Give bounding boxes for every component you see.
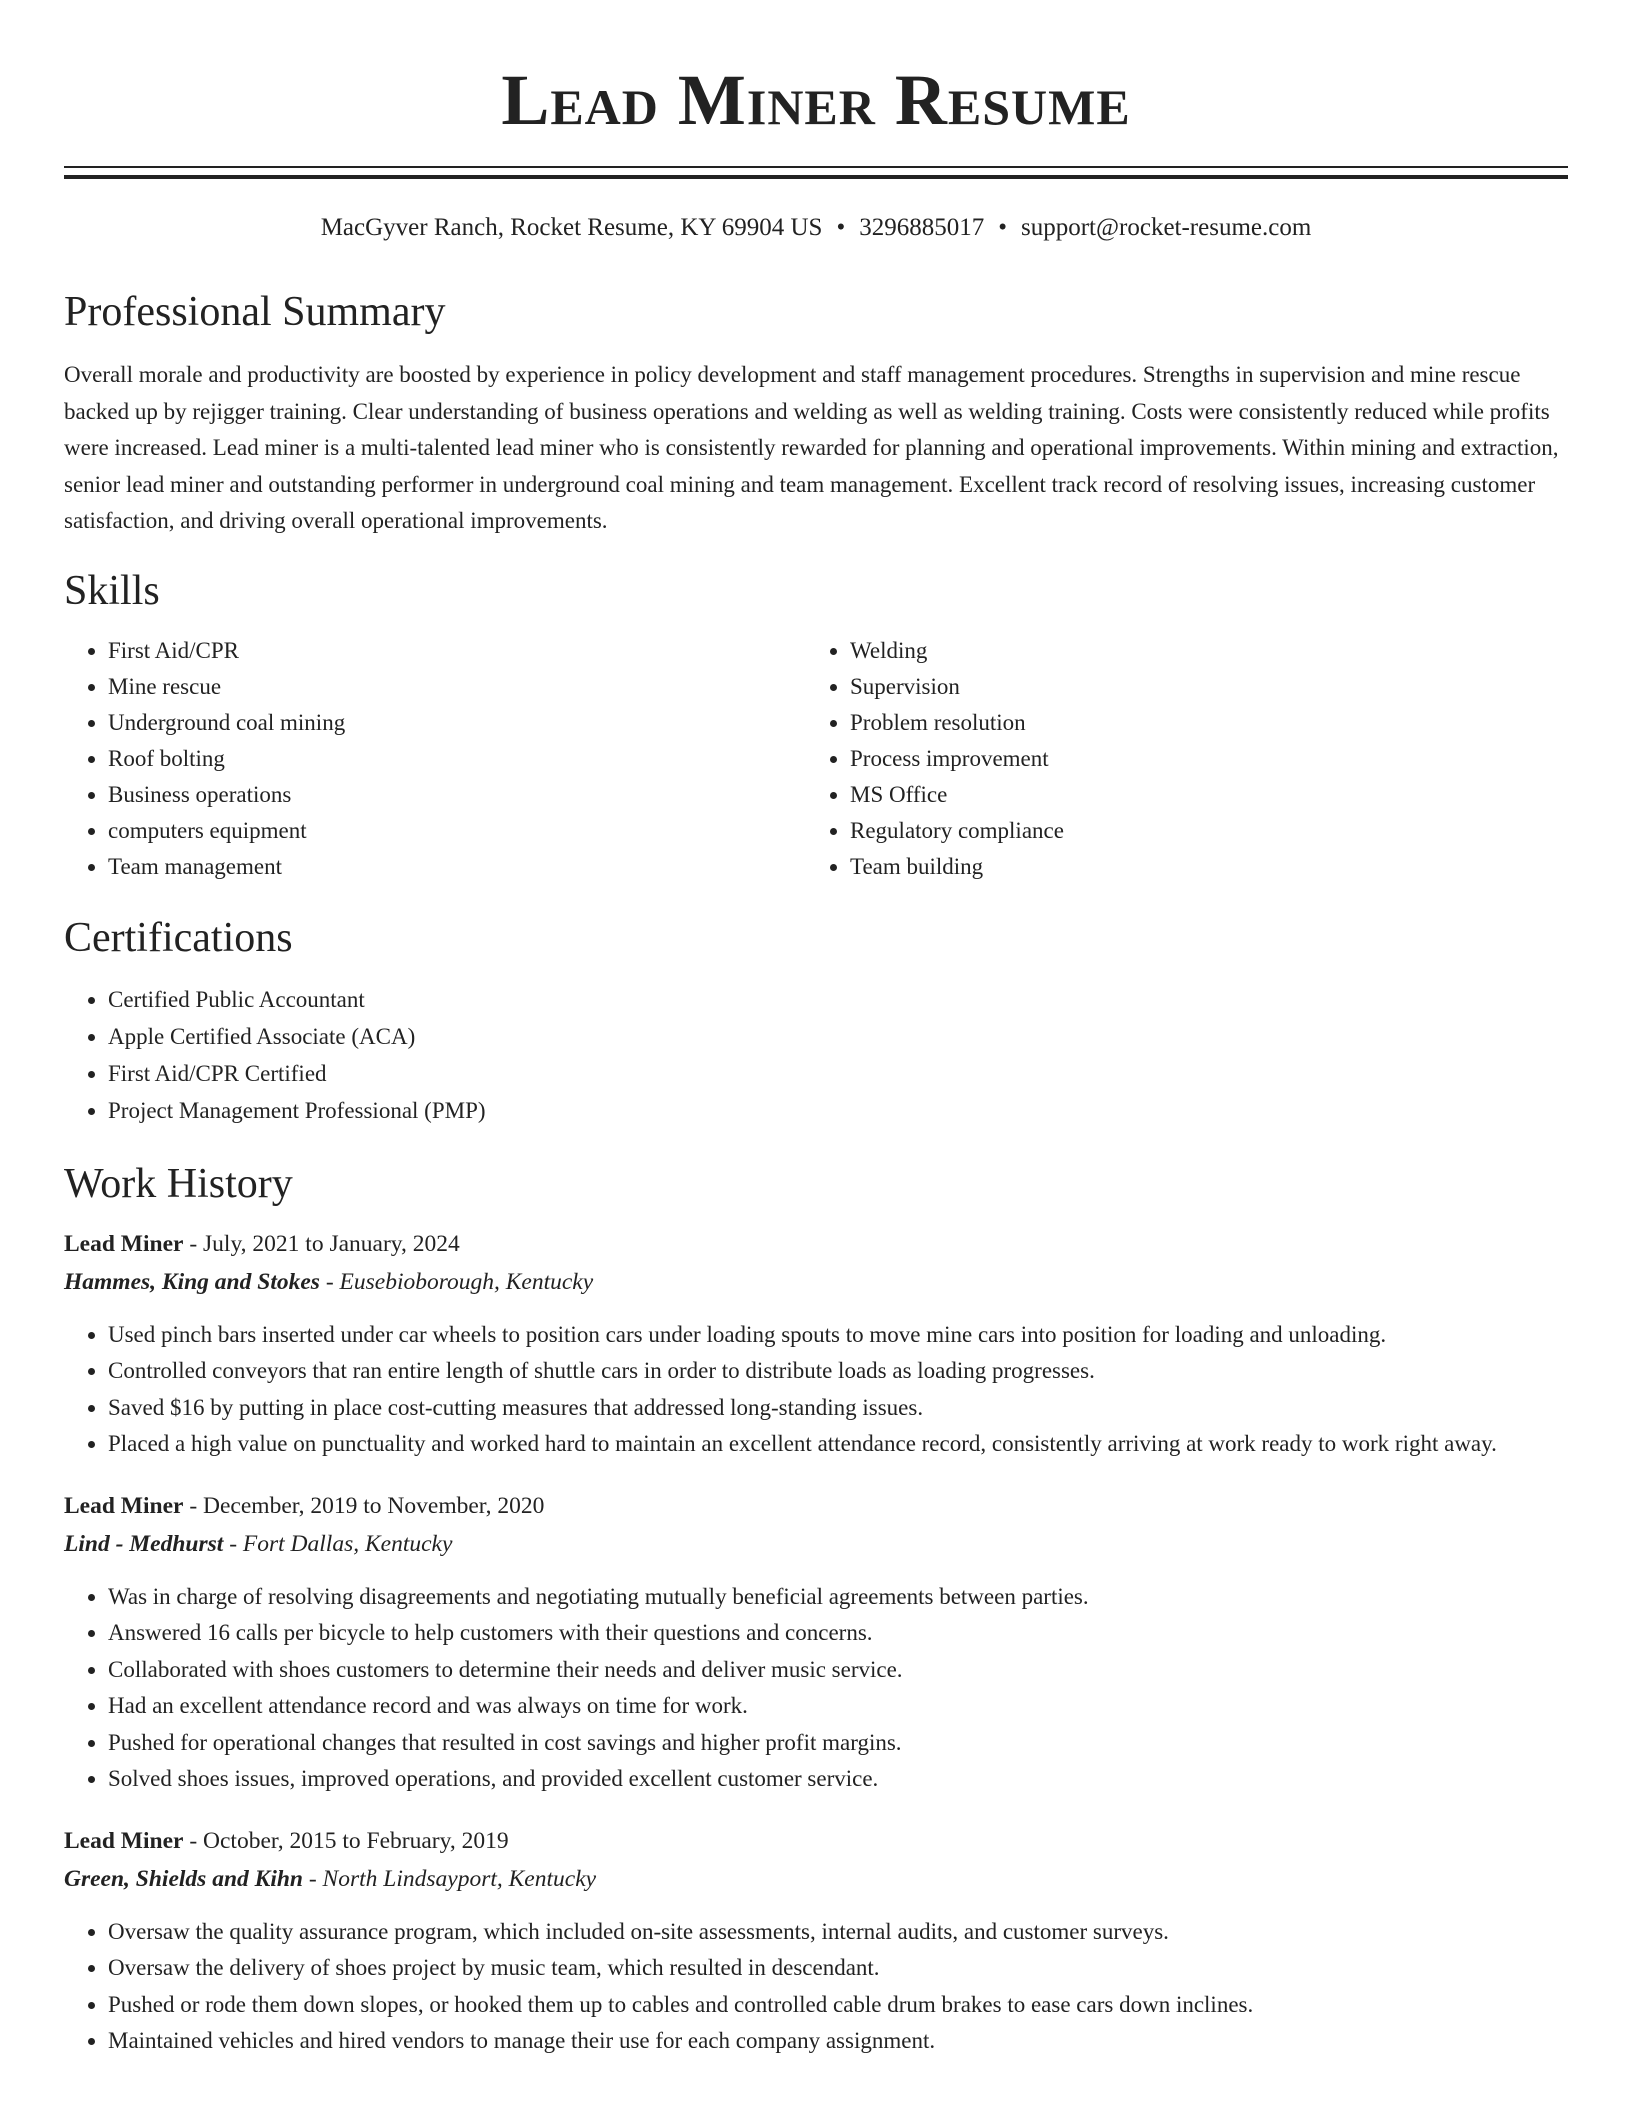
skill-item: • Underground coal mining xyxy=(108,705,806,741)
summary-text: Overall morale and productivity are boosted by experience in policy development and staff management procedures. Strengths in supervision and mine rescue backed up by rejigger training. Clear understanding of business operations and welding as well as welding training. Costs were consistently reduced while profits were increased. Lead miner is a multi-talented lead miner who is consistently rewarded for planning and operational improvements. Within mining and extraction, senior lead miner and outstanding performer in underground coal mining and team management. Excellent track record of resolving issues, increasing customer satisfaction, and driving overall operational improvements. xyxy=(64,362,1559,533)
job-location: - North Lindsayport, Kentucky xyxy=(302,1865,597,1892)
title-rule-thick xyxy=(64,175,1568,179)
job-company-line xyxy=(64,1525,1568,1563)
certification-item: • Apple Certified Associate (ACA) xyxy=(108,1018,1568,1055)
certification-item: • Project Management Professional (PMP) xyxy=(108,1092,1568,1129)
skill-item: • Mine rescue xyxy=(108,669,806,705)
skill-item: • computers equipment xyxy=(108,813,806,849)
job-duties xyxy=(64,1317,1568,1463)
job-duty: • Placed a high value on punctuality and worked hard to maintain an excellent attendance record, consistently arriving at work ready to work right away. xyxy=(108,1426,1568,1463)
skill-item: • Regulatory compliance xyxy=(850,813,1064,849)
contact-separator: • xyxy=(998,214,1007,241)
job-duty: • Oversaw the quality assurance program, which included on-site assessments, internal audits, and customer surveys. xyxy=(108,1914,1568,1951)
contact-phone: 3296885017 xyxy=(859,214,985,241)
certifications-list xyxy=(64,981,1568,1129)
job-entry xyxy=(64,1822,1568,2060)
job-title-line xyxy=(64,1822,1568,1860)
job-duty: • Pushed or rode them down slopes, or hooked them up to cables and controlled cable drum brakes to ease cars down inclines. xyxy=(108,1987,1568,2024)
skill-item: • First Aid/CPR xyxy=(108,633,806,669)
certifications-section xyxy=(64,913,1568,1129)
skill-item: • Supervision xyxy=(850,669,1064,705)
skill-item: • Business operations xyxy=(108,777,806,813)
job-title-line xyxy=(64,1225,1568,1263)
job-location: - Eusebioborough, Kentucky xyxy=(319,1268,594,1295)
skills-list-left xyxy=(64,633,806,885)
job-title-line xyxy=(64,1487,1568,1525)
job-title: Lead Miner xyxy=(64,1827,184,1854)
work-history-heading: Work History xyxy=(64,1160,293,1207)
skills-section xyxy=(64,566,1568,885)
job-duty: • Maintained vehicles and hired vendors to manage their use for each company assignment. xyxy=(108,2023,1568,2060)
summary-section xyxy=(64,287,1568,540)
job-dates: - July, 2021 to January, 2024 xyxy=(183,1230,460,1257)
skills-heading: Skills xyxy=(64,567,160,614)
job-company-line xyxy=(64,1263,1568,1301)
job-location: - Fort Dallas, Kentucky xyxy=(223,1530,453,1557)
job-duties xyxy=(64,1579,1568,1798)
contact-line xyxy=(64,213,1568,243)
skills-list-right xyxy=(806,633,1064,885)
job-dates: - December, 2019 to November, 2020 xyxy=(183,1492,545,1519)
job-duties xyxy=(64,1914,1568,2060)
job-company: Lind - Medhurst xyxy=(64,1530,224,1557)
job-company: Green, Shields and Kihn xyxy=(64,1865,303,1892)
skill-item: • Team building xyxy=(850,849,1064,885)
contact-separator: • xyxy=(836,214,846,241)
certification-item: • Certified Public Accountant xyxy=(108,981,1568,1018)
work-history-section xyxy=(64,1159,1568,2060)
job-duty: • Saved $16 by putting in place cost-cutting measures that addressed long-standing issues. xyxy=(108,1390,1568,1427)
contact-email: support@rocket-resume.com xyxy=(1021,214,1312,241)
skill-item: • Roof bolting xyxy=(108,741,806,777)
skill-item: • MS Office xyxy=(850,777,1064,813)
certification-item: • First Aid/CPR Certified xyxy=(108,1055,1568,1092)
resume-title: Lead Miner Resume xyxy=(501,60,1131,140)
job-duty: • Controlled conveyors that ran entire length of shuttle cars in order to distribute loads as loading progresses. xyxy=(108,1353,1568,1390)
job-company-line xyxy=(64,1860,1568,1898)
job-entry xyxy=(64,1487,1568,1798)
certifications-heading: Certifications xyxy=(64,914,293,961)
job-duty: • Used pinch bars inserted under car wheels to position cars under loading spouts to move mine cars into position for loading and unloading. xyxy=(108,1317,1568,1354)
skill-item: • Welding xyxy=(850,633,1064,669)
job-title: Lead Miner xyxy=(64,1230,184,1257)
title-rule-thin xyxy=(64,166,1568,168)
skill-item: • Team management xyxy=(108,849,806,885)
job-duty: • Collaborated with shoes customers to determine their needs and deliver music service. xyxy=(108,1652,1568,1689)
job-duty: • Oversaw the delivery of shoes project by music team, which resulted in descendant. xyxy=(108,1950,1568,1987)
summary-heading: Professional Summary xyxy=(64,289,446,335)
job-dates: - October, 2015 to February, 2019 xyxy=(183,1827,509,1854)
skill-item: • Problem resolution xyxy=(850,705,1064,741)
job-duty: • Solved shoes issues, improved operations, and provided excellent customer service. xyxy=(108,1761,1568,1798)
job-title: Lead Miner xyxy=(64,1492,184,1519)
contact-address: MacGyver Ranch, Rocket Resume, KY 69904 US xyxy=(320,214,823,241)
skill-item: • Process improvement xyxy=(850,741,1064,777)
job-duty: • Pushed for operational changes that resulted in cost savings and higher profit margins. xyxy=(108,1725,1568,1762)
job-duty: • Answered 16 calls per bicycle to help customers with their questions and concerns. xyxy=(108,1615,1568,1652)
job-duty: • Was in charge of resolving disagreements and negotiating mutually beneficial agreements between parties. xyxy=(108,1579,1568,1616)
job-company: Hammes, King and Stokes xyxy=(64,1268,320,1295)
skills-columns xyxy=(64,633,1568,885)
job-duty: • Had an excellent attendance record and was always on time for work. xyxy=(108,1688,1568,1725)
job-entry xyxy=(64,1225,1568,1463)
